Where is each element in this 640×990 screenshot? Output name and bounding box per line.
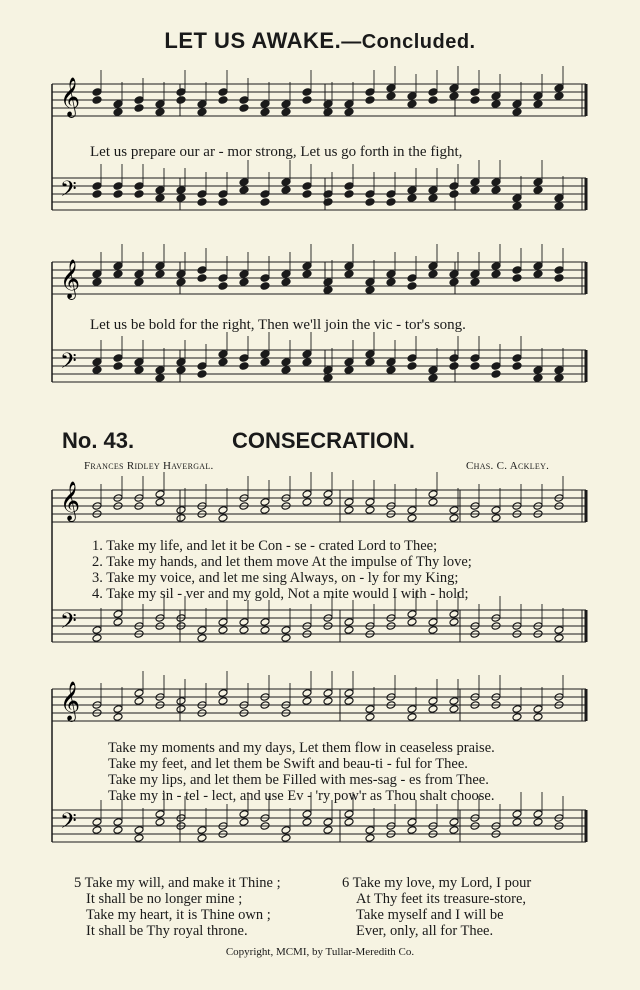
- svg-text:𝄞: 𝄞: [60, 681, 81, 721]
- verse-line: It shall be no longer mine ;: [86, 891, 243, 907]
- svg-text:𝄞: 𝄞: [60, 259, 81, 299]
- hymn-number: No. 43.: [62, 428, 135, 453]
- svg-text:𝄢: 𝄢: [60, 609, 77, 639]
- copyright: Copyright, MCMI, by Tullar-Meredith Co.: [225, 946, 415, 958]
- stanza-line: 4. Take my sil - ver and my gold, Not a mite would I with - hold;: [92, 586, 469, 602]
- verse-line: 6 Take my love, my Lord, I pour: [342, 875, 532, 891]
- stanza-line: Take my feet, and let them be Swift and beau-ti - ful for Thee.: [108, 756, 468, 772]
- verse-line: It shall be Thy royal throne.: [86, 923, 248, 939]
- stanza-line: 3. Take my voice, and let me sing Always, on - ly for my King;: [92, 570, 459, 586]
- verse-line: At Thy feet its treasure-store,: [356, 891, 527, 907]
- verse-line: 5 Take my will, and make it Thine ;: [74, 875, 281, 891]
- verse-line: Ever, only, all for Thee.: [356, 923, 494, 939]
- svg-text:𝄢: 𝄢: [60, 177, 77, 207]
- svg-text:𝄢: 𝄢: [60, 349, 77, 379]
- composer-credit: Chas. C. Ackley.: [466, 460, 550, 472]
- lyricist-credit: Frances Ridley Havergal.: [84, 460, 214, 472]
- verse-6: [342, 875, 531, 939]
- stanza-line: 2. Take my hands, and let them move At the impulse of Thy love;: [92, 554, 472, 570]
- verse-5: [74, 875, 281, 939]
- verse-line: Take my heart, it is Thine own ;: [86, 907, 271, 923]
- svg-text:𝄞: 𝄞: [60, 481, 81, 521]
- stanza-line: Take my in - tel - lect, and use Ev - 'ry pow'r as Thou shalt choose.: [108, 788, 495, 804]
- top-title-main: LET US AWAKE.: [164, 28, 342, 53]
- stanza-line: Take my lips, and let them be Filled with mes-sag - es from Thee.: [108, 772, 489, 788]
- stanzas-second-half: [108, 740, 495, 804]
- stanza-line: Take my moments and my days, Let them flow in ceaseless praise.: [108, 740, 495, 756]
- top-title-sub: —Concluded.: [341, 31, 476, 53]
- top-lyric-line-1: Let us prepare our ar - mor strong, Let us go forth in the fight,: [90, 144, 463, 160]
- stanza-line: 1. Take my life, and let it be Con - se - crated Lord to Thee;: [92, 538, 438, 554]
- verse-line: Take myself and I will be: [356, 907, 504, 923]
- stanzas-first-half: [92, 538, 472, 602]
- svg-text:𝄞: 𝄞: [60, 77, 81, 117]
- hymn-title: CONSECRATION.: [232, 428, 415, 453]
- svg-text:𝄢: 𝄢: [60, 809, 77, 839]
- top-lyric-line-2: Let us be bold for the right, Then we'll join the vic - tor's song.: [90, 317, 466, 333]
